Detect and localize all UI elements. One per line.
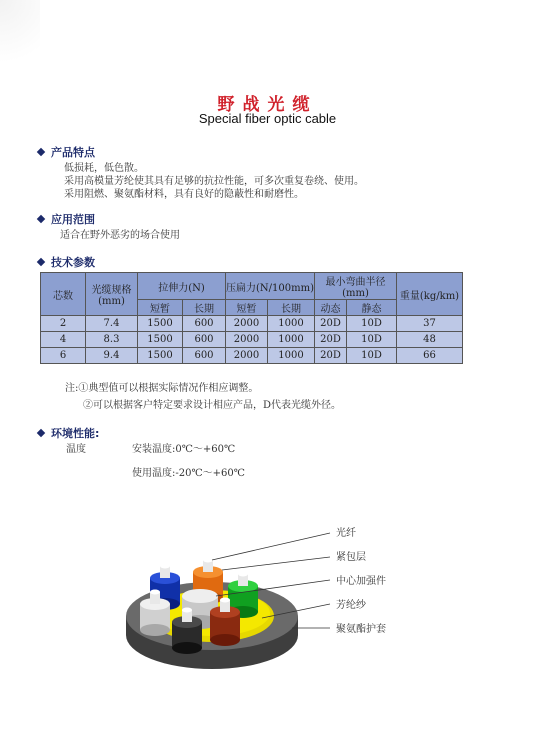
table-row [41,316,463,332]
bullet-diamond-icon [37,429,45,437]
features-section [36,144,364,201]
label-pu-jacket: 聚氨酯护套 [336,624,386,635]
table-cell: 600 [183,332,226,348]
table-cell: 66 [397,348,463,364]
table-cell: 10D [347,316,397,332]
table-cell: 2 [41,316,86,332]
table-cell: 37 [397,316,463,332]
application-heading [36,211,180,227]
header-cores: 芯数 [41,273,86,316]
header-crush-long: 长期 [268,300,315,316]
label-strength-member: 中心加强件 [336,576,386,587]
table-cell: 2000 [226,348,268,364]
header-tensile-long: 长期 [183,300,226,316]
note-1: 注:①典型值可以根据实际情况作相应调整。 [65,383,259,394]
bullet-diamond-icon [37,258,45,266]
label-tight-buffer: 紧包层 [336,552,366,563]
features-heading [36,144,364,160]
header-crush-short: 短暂 [226,300,268,316]
temp-label: 温度 [66,444,86,455]
table-row [41,348,463,364]
application-line-1: 适合在野外恶劣的场合使用 [60,230,180,241]
table-cell: 4 [41,332,86,348]
cable-cross-section-diagram [0,500,535,690]
page-title-en: Special fiber optic cable [198,111,337,126]
table-cell: 600 [183,316,226,332]
table-cell: 600 [183,348,226,364]
params-heading-text: 技术参数 [51,256,95,269]
application-heading-text: 应用范围 [51,213,95,226]
features-heading-text: 产品特点 [51,146,95,159]
bullet-diamond-icon [37,148,45,156]
features-line-2: 采用高模量芳纶使其具有足够的抗拉性能，可多次重复卷绕、使用。 [64,176,364,187]
use-temp: 使用温度:-20℃～+60℃ [132,468,245,479]
table-cell: 6 [41,348,86,364]
diagram-labels [336,524,386,644]
table-cell: 48 [397,332,463,348]
header-bend-dynamic: 动态 [315,300,347,316]
table-cell: 1500 [138,348,183,364]
header-crush: 压扁力(N/100mm) [226,273,315,300]
table-cell: 2000 [226,332,268,348]
bullet-diamond-icon [37,215,45,223]
table-cell: 9.4 [86,348,138,364]
corner-shade [0,0,40,80]
params-heading [36,254,95,270]
header-weight: 重量(kg/km) [397,273,463,316]
table-row [41,332,463,348]
table-cell: 10D [347,348,397,364]
leader-line-buffer [222,557,330,570]
leader-line-fiber [212,533,330,560]
application-section [36,211,180,242]
table-cell: 1500 [138,316,183,332]
page-title-cn: 野战光缆 [217,95,318,115]
install-temp: 安装温度:0℃～+60℃ [132,444,236,455]
header-bend-static: 静态 [347,300,397,316]
header-tensile-short: 短暂 [138,300,183,316]
params-section [36,254,95,270]
label-fiber: 光纤 [336,528,356,539]
table-cell: 2000 [226,316,268,332]
environment-heading-text: 环境性能: [51,427,100,440]
label-aramid-yarn: 芳纶纱 [336,600,366,611]
environment-heading [36,425,99,441]
header-spec: 光缆规格(mm) [86,273,138,316]
features-line-3: 采用阻燃、聚氨酯材料，具有良好的隐蔽性和耐磨性。 [64,189,304,200]
header-tensile: 拉伸力(N) [138,273,226,300]
table-cell: 8.3 [86,332,138,348]
table-cell: 1500 [138,332,183,348]
table-cell: 7.4 [86,316,138,332]
table-cell: 20D [315,348,347,364]
spec-table [40,272,463,364]
table-cell: 20D [315,332,347,348]
table-cell: 1000 [268,332,315,348]
notes [65,380,341,414]
table-cell: 10D [347,332,397,348]
table-cell: 1000 [268,348,315,364]
features-line-1: 低损耗，低色散。 [64,163,144,174]
table-cell: 1000 [268,316,315,332]
environment-section [36,425,99,441]
table-cell: 20D [315,316,347,332]
environment-rows [66,440,245,488]
note-2: ②可以根据客户特定要求设计相应产品，D代表光缆外径。 [83,400,342,411]
header-bend: 最小弯曲半径(mm) [315,273,397,300]
